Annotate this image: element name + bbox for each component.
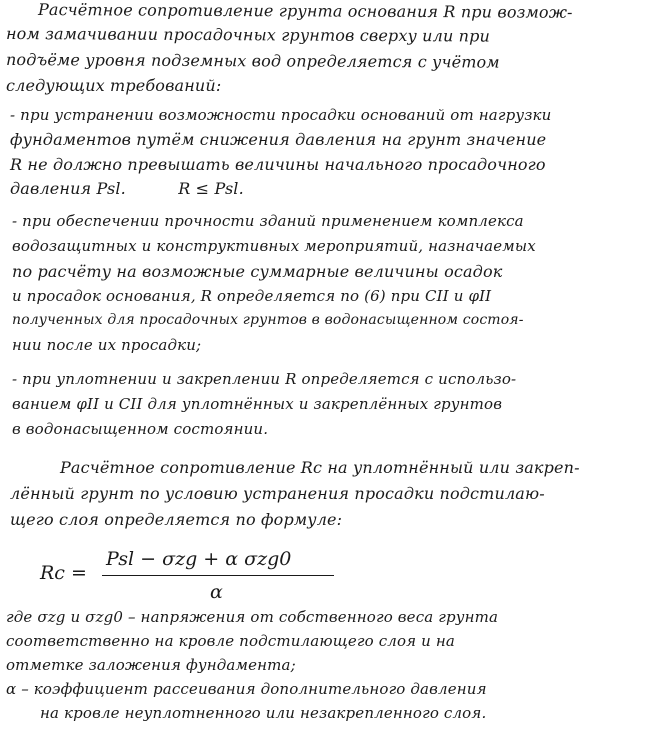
- text-line: Расчётное сопротивление Rc на уплотнённый или закреп-: [60, 458, 580, 477]
- text-line: лённый грунт по условию устранения просадки подстилаю-: [10, 484, 545, 503]
- text-line: где σzg и σzg0 – напряжения от собственного веса грунта: [6, 608, 499, 626]
- text-line: на кровле неуплотненного или незакрепленного слоя.: [40, 704, 487, 722]
- text-line: ном замачивании просадочных грунтов сверху или при: [5, 24, 491, 46]
- text-line: щего слоя определяется по формуле:: [10, 510, 343, 529]
- text-line: α – коэффициент рассеивания дополнительного давления: [6, 680, 487, 698]
- text-line: соответственно на кровле подстилающего слоя и на: [6, 632, 456, 650]
- text-line: Расчётное сопротивление грунта основания R при возмож-: [37, 0, 573, 22]
- text-line: и просадок основания, R определяется по (6) при CII и φII: [12, 287, 492, 305]
- text-line: нии после их просадки;: [12, 336, 202, 354]
- text-line: следующих требований:: [6, 76, 222, 95]
- text-line: - при уплотнении и закреплении R определяется с использо-: [12, 370, 517, 388]
- text-line: по расчёту на возможные суммарные величины осадок: [12, 262, 503, 281]
- formula-numerator: Psl − σzg + α σzg0: [106, 548, 292, 570]
- formula-lhs: Rc =: [40, 562, 87, 584]
- text-line: ванием φII и CII для уплотнённых и закреплённых грунтов: [12, 395, 503, 413]
- text-line: подъёме уровня подземных вод определяется с учётом: [5, 50, 500, 72]
- fraction-bar: [102, 575, 334, 576]
- text-line: в водонасыщенном состоянии.: [12, 420, 269, 438]
- text-line: - при обеспечении прочности зданий применением комплекса: [12, 212, 524, 230]
- text-line: R не должно превышать величины начального просадочного: [10, 155, 546, 174]
- formula-denominator: α: [210, 581, 223, 603]
- text-line: давления Psl. R ≤ Psl.: [10, 179, 244, 198]
- formula-rc: [40, 548, 340, 608]
- text-line: водозащитных и конструктивных мероприятий, назначаемых: [12, 237, 536, 255]
- text-line: отметке заложения фундамента;: [6, 656, 296, 674]
- text-line: - при устранении возможности просадки оснований от нагрузки: [10, 106, 552, 124]
- text-line: полученных для просадочных грунтов в водонасыщенном состоя-: [12, 312, 524, 328]
- text-line: фундаментов путём снижения давления на грунт значение: [10, 130, 547, 149]
